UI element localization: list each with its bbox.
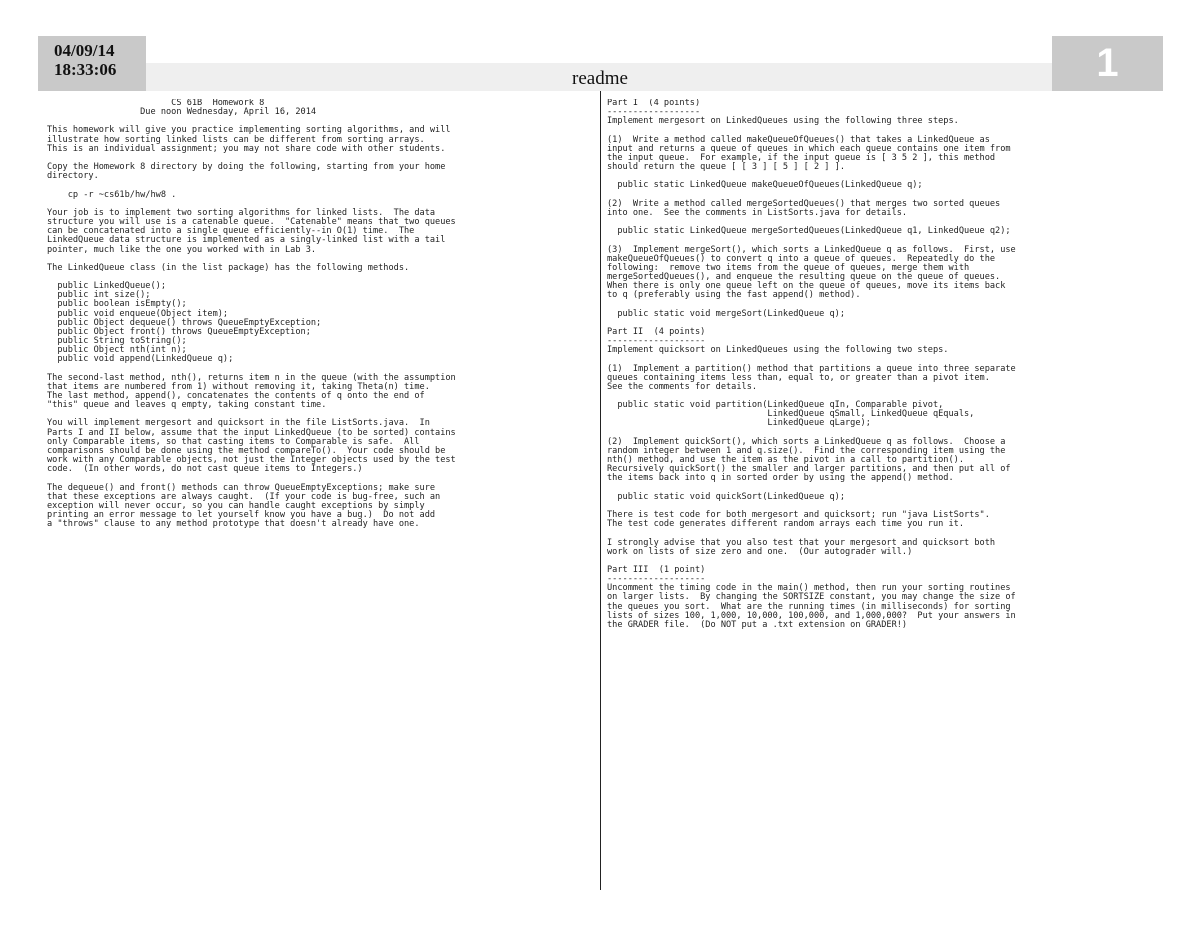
print-date: 04/09/14 <box>54 41 115 60</box>
file-title: readme <box>572 68 628 89</box>
print-timestamp <box>38 36 146 91</box>
left-column-text: CS 61B Homework 8 Due noon Wednesday, April 16, 2014 This homework will give you practice implementing sorting algorithms, and will illustrate how sorting linked lists can be different from sorting arrays. This is an individual assignment; you may not share code with other students. Copy the Homework 8 directory by doing the following, starting from your home directory. cp -r ~cs61b/hw/hw8 . Your job is to implement two sorting algorithms for linked lists. The data structure you will use is a catenable queue. "Catenable" means that two queues can be concatenated into a single queue efficiently--in O(1) time. The LinkedQueue data structure is implemented as a singly-linked list with a tail pointer, much like the one you worked with in Lab 3. The LinkedQueue class (in the list package) has the following methods. public LinkedQueue(); public int size(); public boolean isEmpty(); public void enqueue(Object item); public Object dequeue() throws QueueEmptyException; public Object front() throws QueueEmptyException; public String toString(); public Object nth(int n); public void append(LinkedQueue q); The second-last method, nth(), returns item n in the queue (with the assumption that items are numbered from 1) without removing it, taking Theta(n) time. The last method, append(), concatenates the contents of q onto the end of "this" queue and leaves q empty, taking constant time. You will implement mergesort and quicksort in the file ListSorts.java. In Parts I and II below, assume that the input LinkedQueue (to be sorted) contains only Comparable items, so that casting items to Comparable is safe. All comparisons should be done using the method compareTo(). Your code should be work with any Comparable objects, not just the Integer objects used by the test code. (In other words, do not cast queue items to Integers.) The dequeue() and front() methods can throw QueueEmptyExceptions; make sure that these exceptions are always caught. (If your code is bug-free, such an exception will never occur, so you can handle caught exceptions by simply printing an error message to let yourself know you have a bug.) Do not add a "throws" clause to any method prototype that doesn't already have one. <box>47 99 456 530</box>
print-time: 18:33:06 <box>54 60 117 79</box>
page-number: 1 <box>1052 36 1163 91</box>
right-column-text: Part I (4 points) ------------------ Implement mergesort on LinkedQueues using the following three steps. (1) Write a method called makeQueueOfQueues() that takes a LinkedQueue as input and returns a queue of queues in which each queue contains one item from the input queue. For example, if the input queue is [ 3 5 2 ], this method should return the queue [ [ 3 ] [ 5 ] [ 2 ] ]. public static LinkedQueue makeQueueOfQueues(LinkedQueue q); (2) Write a method called mergeSortedQueues() that merges two sorted queues into one. See the comments in ListSorts.java for details. public static LinkedQueue mergeSortedQueues(LinkedQueue q1, LinkedQueue q2); (3) Implement mergeSort(), which sorts a LinkedQueue q as follows. First, use makeQueueOfQueues() to convert q into a queue of queues. Repeatedly do the following: remove two items from the queue of queues, merge them with mergeSortedQueues(), and enqueue the resulting queue on the queue of queues. When there is only one queue left on the queue of queues, move its items back to q (preferably using the fast append() method). public static void mergeSort(LinkedQueue q); Part II (4 points) ------------------- Implement quicksort on LinkedQueues using the following two steps. (1) Implement a partition() method that partitions a queue into three separate queues containing items less than, equal to, or greater than a pivot item. See the comments for details. public static void partition(LinkedQueue qIn, Comparable pivot, LinkedQueue qSmall, LinkedQueue qEquals, LinkedQueue qLarge); (2) Implement quickSort(), which sorts a LinkedQueue q as follows. Choose a random integer between 1 and q.size(). Find the corresponding item using the nth() method, and use the item as the pivot in a call to partition(). Recursively quickSort() the smaller and larger partitions, and then put all of the items back into q in sorted order by using the append() method. public static void quickSort(LinkedQueue q); There is test code for both mergesort and quicksort; run "java ListSorts". The test code generates different random arrays each time you run it. I strongly advise that you also test that your mergesort and quicksort both work on lists of size zero and one. (Our autograder will.) Part III (1 point) ------------------- Uncomment the timing code in the main() method, then run your sorting routines on larger lists. By changing the SORTSIZE constant, you may change the size of the queues you sort. What are the running times (in milliseconds) for sorting lists of sizes 100, 1,000, 10,000, 100,000, and 1,000,000? Put your answers in the GRADER file. (Do NOT put a .txt extension on GRADER!) <box>607 99 1016 630</box>
column-divider <box>600 91 601 890</box>
